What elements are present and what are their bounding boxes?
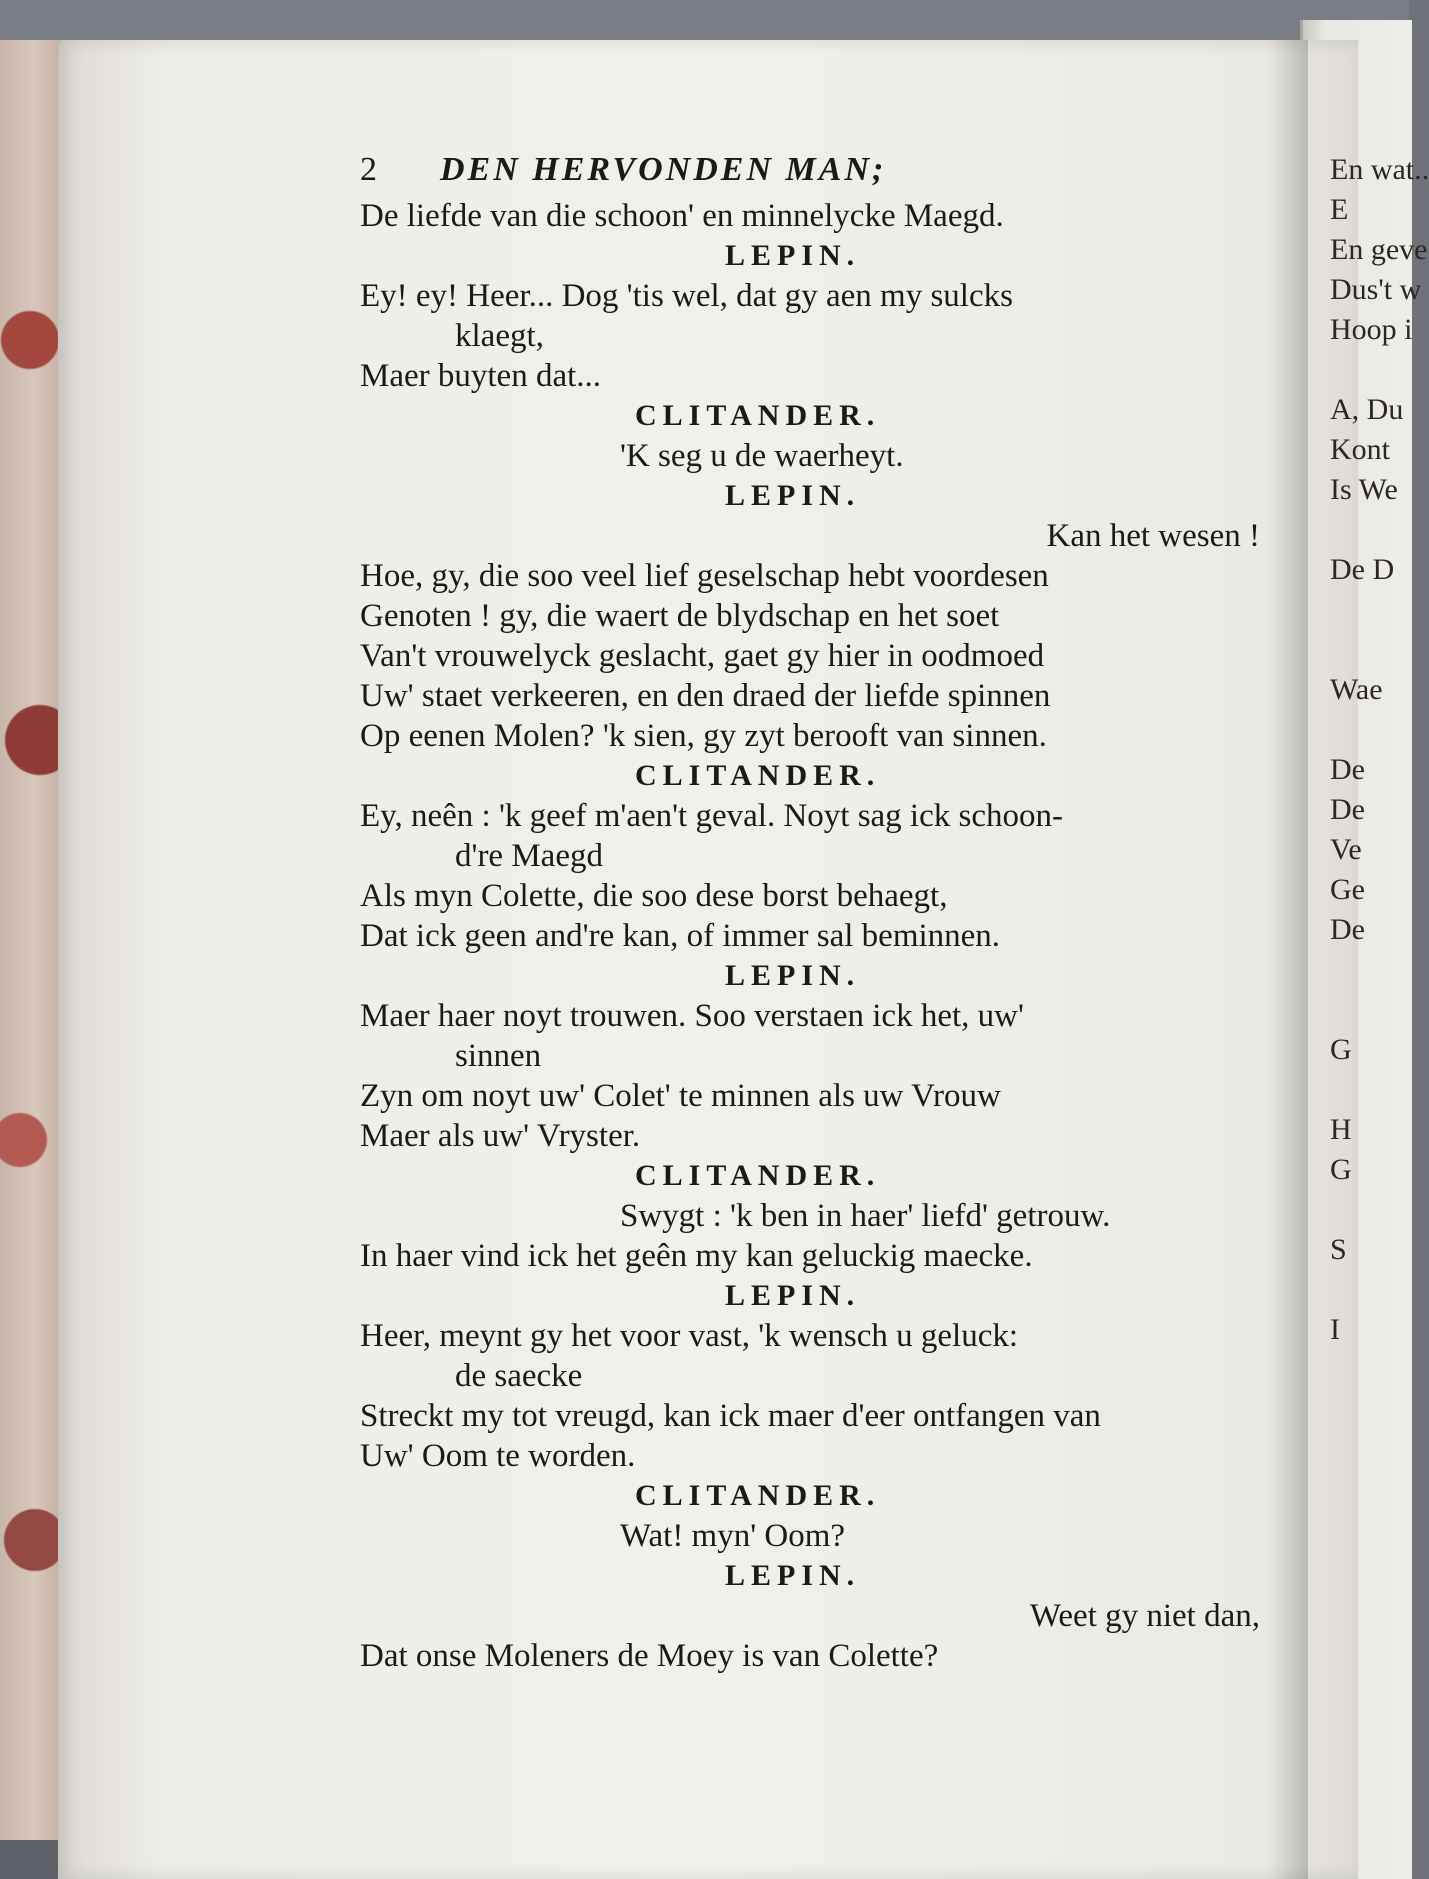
facing-page-fragment: De D	[1330, 553, 1395, 586]
running-title: DEN HERVONDEN MAN;	[440, 151, 887, 188]
verse-line: Als myn Colette, die soo dese borst behaegt,	[360, 878, 948, 914]
facing-page-fragment	[1330, 990, 1409, 1030]
verse-line: Heer, meynt gy het voor vast, 'k wensch u geluck:	[360, 1318, 1019, 1354]
verse-line: Uw' staet verkeeren, en den draed der liefde spinnen	[360, 678, 1051, 714]
facing-page-fragment: G	[1330, 1153, 1352, 1186]
facing-page-fragment	[1330, 510, 1409, 550]
facing-page-fragment: I	[1330, 1313, 1340, 1346]
facing-page-fragment: Ve	[1330, 833, 1362, 866]
verse-line: Streckt my tot vreugd, kan ick maer d'eer ontfangen van	[360, 1398, 1101, 1434]
facing-page-fragment: En wat..	[1330, 153, 1429, 186]
facing-page-fragment: Wae	[1330, 673, 1383, 706]
verse-line: Maer haer noyt trouwen. Soo verstaen ick het, uw'	[360, 998, 1024, 1034]
verse-line: Dat onse Moleners de Moey is van Colette?	[360, 1638, 939, 1674]
speaker-label: CLITANDER.	[635, 1479, 881, 1512]
verse-line: Dat ick geen and're kan, of immer sal beminnen.	[360, 918, 1001, 954]
verse-line: Van't vrouwelyck geslacht, gaet gy hier in oodmoed	[360, 638, 1045, 674]
verse-line: Kan het wesen !	[1046, 518, 1260, 554]
facing-page-fragments	[1330, 150, 1429, 1350]
verse-line: De liefde van die schoon' en minnelycke Maegd.	[360, 198, 1004, 234]
facing-page-fragment: Hoop i	[1330, 313, 1413, 346]
verse-line: Maer als uw' Vryster.	[360, 1118, 641, 1154]
facing-page-fragment: Dus't w	[1330, 273, 1422, 306]
facing-page-fragment: G	[1330, 1033, 1352, 1066]
facing-page-fragment	[1330, 950, 1409, 990]
page-text	[360, 150, 1310, 1676]
facing-page-fragment	[1330, 1190, 1409, 1230]
speaker-label: LEPIN.	[725, 1559, 861, 1592]
verse-line: 'K seg u de waerheyt.	[620, 438, 904, 474]
facing-page-fragment: H	[1330, 1113, 1352, 1146]
verse-line: Zyn om noyt uw' Colet' te minnen als uw Vrouw	[360, 1078, 1001, 1114]
verse-line: sinnen	[455, 1038, 542, 1074]
facing-page-fragment: Is We	[1330, 473, 1398, 506]
verse-line: Op eenen Molen? 'k sien, gy zyt berooft van sinnen.	[360, 718, 1047, 754]
verse-line: Weet gy niet dan,	[1029, 1598, 1260, 1634]
verse-line: Maer buyten dat...	[360, 358, 602, 394]
verse-line: In haer vind ick het geên my kan geluckig maecke.	[360, 1238, 1033, 1274]
page-number: 2	[360, 151, 377, 188]
running-head	[360, 150, 1310, 196]
facing-page-fragment: E	[1330, 193, 1349, 226]
speaker-label: CLITANDER.	[635, 1159, 881, 1192]
speaker-label: LEPIN.	[725, 1279, 861, 1312]
verse-line: Uw' Oom te worden.	[360, 1438, 636, 1474]
verse-line: Ey, neên : 'k geef m'aen't geval. Noyt sag ick schoon-	[360, 798, 1063, 834]
verse-line: Ey! ey! Heer... Dog 'tis wel, dat gy aen my sulcks	[360, 278, 1013, 314]
speaker-label: CLITANDER.	[635, 759, 881, 792]
facing-page-fragment	[1330, 350, 1409, 390]
verse-line: d're Maegd	[455, 838, 603, 874]
facing-page-fragment: A, Du	[1330, 393, 1404, 426]
facing-page-fragment	[1330, 1270, 1409, 1310]
facing-page-fragment	[1330, 630, 1409, 670]
verse-lines	[360, 196, 1310, 1676]
facing-page-fragment: Ge	[1330, 873, 1365, 906]
facing-page-fragment	[1330, 1070, 1409, 1110]
facing-page-fragment: De	[1330, 793, 1365, 826]
facing-page-fragment: De	[1330, 913, 1365, 946]
facing-page-fragment	[1330, 710, 1409, 750]
verse-line: Wat! myn' Oom?	[620, 1518, 846, 1554]
verse-line: Genoten ! gy, die waert de blydschap en het soet	[360, 598, 1000, 634]
speaker-label: CLITANDER.	[635, 399, 881, 432]
verse-line: klaegt,	[455, 318, 544, 354]
verse-line: de saecke	[455, 1358, 583, 1394]
facing-page-fragment: S	[1330, 1233, 1347, 1266]
speaker-label: LEPIN.	[725, 479, 861, 512]
speaker-label: LEPIN.	[725, 959, 861, 992]
facing-page-fragment	[1330, 590, 1409, 630]
facing-page-fragment: En geve	[1330, 233, 1428, 266]
facing-page-fragment: Kont	[1330, 433, 1390, 466]
verse-line: Hoe, gy, die soo veel lief geselschap hebt voordesen	[360, 558, 1049, 594]
facing-page-fragment: De	[1330, 753, 1365, 786]
speaker-label: LEPIN.	[725, 239, 861, 272]
verse-line: Swygt : 'k ben in haer' liefd' getrouw.	[620, 1198, 1111, 1234]
